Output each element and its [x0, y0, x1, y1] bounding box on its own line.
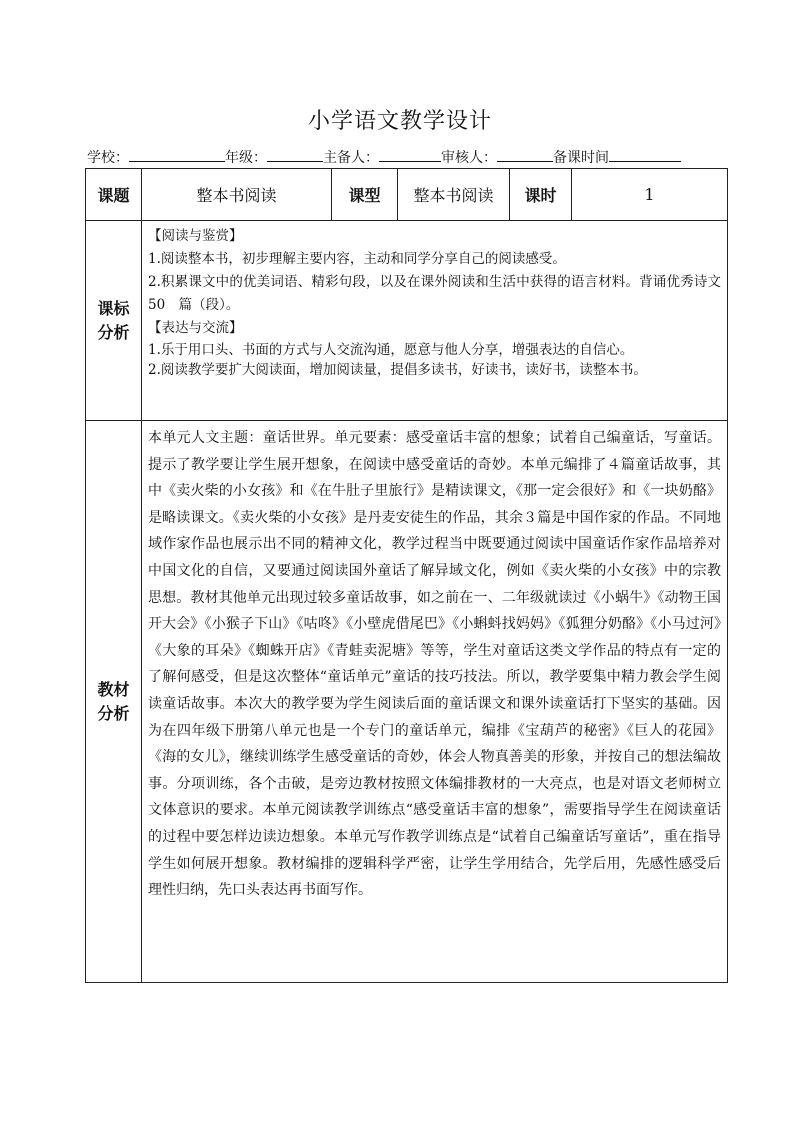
date-blank[interactable]	[609, 146, 681, 162]
type-label: 课型	[332, 169, 398, 221]
page-title: 小学语文教学设计	[307, 109, 492, 134]
reading-item-1: 1.阅读整本书，初步理解主要内容，主动和同学分享自己的阅读感受。	[148, 251, 566, 267]
topic-value: 整本书阅读	[142, 169, 332, 221]
standards-content	[142, 221, 735, 421]
reading-section-heading: 【阅读与鉴赏】	[148, 228, 243, 244]
textbook-row	[86, 421, 728, 983]
textbook-label-line2: 分析	[97, 703, 130, 723]
textbook-label	[86, 421, 142, 983]
preparer-label: 主备人：	[323, 150, 379, 166]
type-value: 整本书阅读	[398, 169, 510, 221]
reviewer-blank[interactable]	[497, 146, 553, 162]
standards-label-line2: 分析	[97, 322, 130, 342]
topic-label: 课题	[86, 169, 142, 221]
hours-label: 课时	[510, 169, 572, 221]
expression-section-heading: 【表达与交流】	[148, 320, 243, 336]
school-blank[interactable]	[129, 146, 225, 162]
textbook-label-line1: 教材	[97, 679, 130, 699]
standards-label-line1: 课标	[97, 298, 130, 318]
reviewer-label: 审核人：	[441, 150, 497, 166]
grade-blank[interactable]	[267, 146, 323, 162]
school-label: 学校：	[87, 150, 129, 166]
standards-row	[86, 221, 728, 421]
expression-item-2: 2.阅读教学要扩大阅读面，增加阅读量，提倡多读书，好读书，读好书，读整本书。	[148, 362, 647, 378]
date-label: 备课时间	[553, 150, 609, 166]
expression-item-1: 1.乐于用口头、书面的方式与人交流沟通，愿意与他人分享，增强表达的自信心。	[148, 342, 634, 358]
meta-row	[87, 146, 727, 167]
grade-label: 年级：	[225, 150, 267, 166]
preparer-blank[interactable]	[379, 146, 441, 162]
lesson-plan-table	[85, 168, 735, 983]
reading-item-2: 2.积累课文中的优美词语、精彩句段，以及在课外阅读和生活中获得的语言材料。背诵优秀诗文 50 篇（段）。	[148, 274, 735, 313]
textbook-analysis-body: 本单元人文主题：童话世界。单元要素：感受童话丰富的想象；试着自己编童话，写童话。提示了教学要让学生展开想象，在阅读中感受童话的奇妙。本单元编排了４篇童话故事，其中《卖火柴的小女孩》和《在牛肚子里旅行》是精读课文，《那一定会很好》和《一块奶酪》是略读课文。《卖火柴的小女孩》是丹麦安徒生的作品，其余３篇是中国作家的作品。不同地域作家作品也展示出不同的精神文化，教学过程当中既要通过阅读中国童话作家作品培养对中国文化的自信，又要通过阅读国外童话了解异域文化，例如《卖火柴的小女孩》中的宗教思想。教材其他单元出现过较多童话故事，如之前在一、二年级就读过《小蜗牛》《动物王国开大会》《小猴子下山》《咕咚》《小壁虎借尾巴》《小蝌蚪找妈妈》《狐狸分奶酪》《小马过河》《大象的耳朵》《蜘蛛开店》《青蛙卖泥塘》等等，学生对童话这类文学作品的特点有一定的了解何感受，但是这次整体“童话单元”童话的技巧技法。所以，教学要集中精力教会学生阅读童话故事。本次大的教学要为学生阅读后面的童话课文和课外读童话打下坚实的基础。因为在四年级下册第八单元也是一个专门的童话单元，编排《宝葫芦的秘密》《巨人的花园》《海的女儿》，继续训练学生感受童话的奇妙，体会人物真善美的形象，并按自己的想法编故事。分项训练，各个击破，是旁边教材按照文体编排教材的一大亮点，也是对语文老师树立文体意识的要求。本单元阅读教学训练点“感受童话丰富的想象”，需要指导学生在阅读童话的过程中要怎样边读边想象。本单元写作教学训练点是“试着自己编童话写童话”，重在指导学生如何展开想象。教材编排的逻辑科学严密，让学生学用结合，先学后用，先感性感受后理性归纳，先口头表达再书面写作。	[142, 421, 728, 983]
hours-value: 1	[572, 169, 728, 221]
header-row	[86, 169, 728, 221]
standards-label	[86, 221, 142, 421]
